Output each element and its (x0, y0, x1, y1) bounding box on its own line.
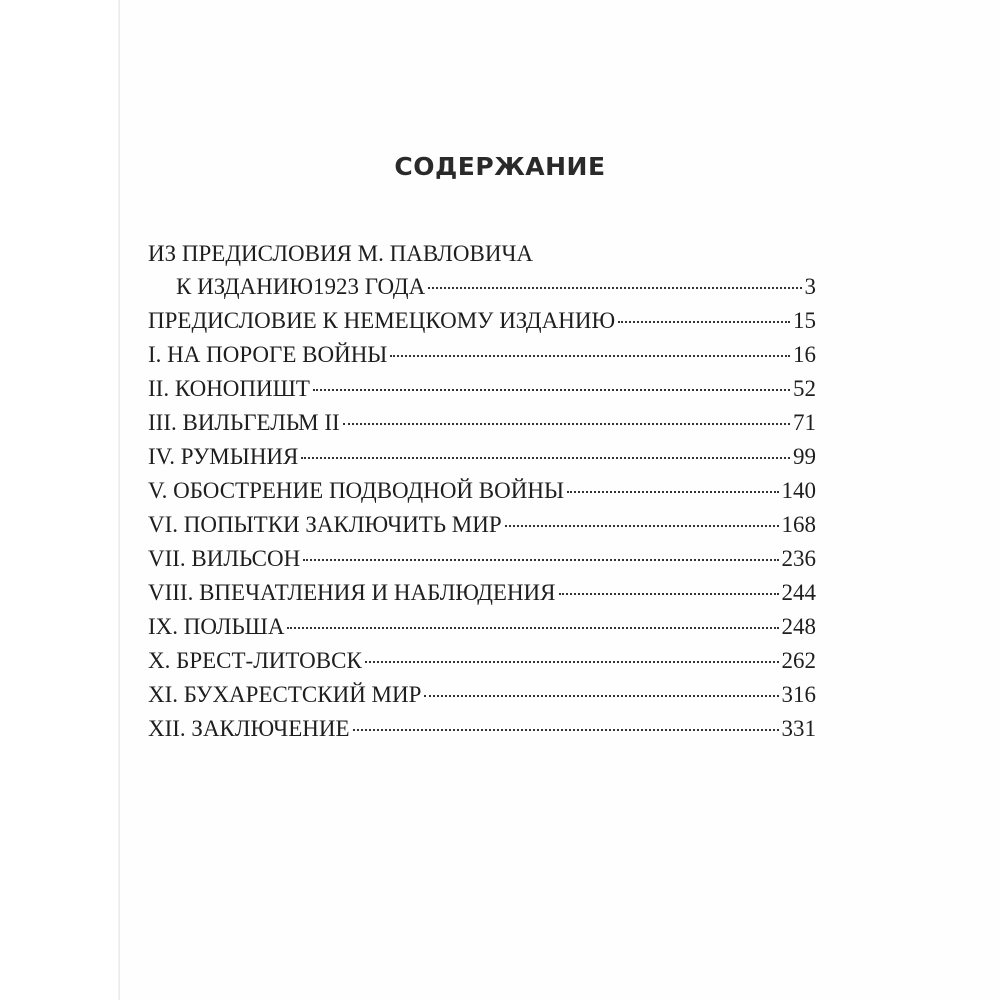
toc-entry (148, 542, 816, 576)
dot-leader (390, 355, 790, 357)
toc-entry-label: VIII. ВПЕЧАТЛЕНИЯ И НАБЛЮДЕНИЯ (148, 580, 556, 605)
toc-entry (148, 338, 816, 372)
table-of-contents (148, 238, 816, 746)
page-number: 262 (781, 648, 816, 673)
toc-entry-label: VI. ПОПЫТКИ ЗАКЛЮЧИТЬ МИР (148, 512, 502, 537)
dot-leader (428, 287, 801, 289)
page-number: 331 (781, 716, 816, 741)
toc-entry (148, 406, 816, 440)
toc-entry (148, 712, 816, 746)
page-number: 244 (781, 580, 816, 605)
toc-entry-preface-pavlovich (148, 238, 816, 304)
toc-entry (148, 610, 816, 644)
toc-entry (148, 508, 816, 542)
toc-entry-label: IX. ПОЛЬША (148, 614, 285, 639)
page-number: 168 (781, 512, 816, 537)
toc-entry (148, 678, 816, 712)
page-number: 3 (804, 274, 816, 299)
toc-entry-line2: К ИЗДАНИЮ1923 ГОДА (176, 274, 426, 299)
dot-leader (287, 627, 778, 629)
toc-entry-line1: ИЗ ПРЕДИСЛОВИЯ М. ПАВЛОВИЧА (148, 241, 534, 266)
toc-entry-label: XII. ЗАКЛЮЧЕНИЕ (148, 716, 350, 741)
page-number: 316 (781, 682, 816, 707)
toc-entry (148, 304, 816, 338)
dot-leader (424, 695, 778, 697)
page-title: СОДЕРЖАНИЕ (394, 152, 606, 181)
toc-entry-label: X. БРЕСТ-ЛИТОВСК (148, 648, 362, 673)
toc-entry-label: II. КОНОПИШТ (148, 376, 310, 401)
toc-entry-label: V. ОБОСТРЕНИЕ ПОДВОДНОЙ ВОЙНЫ (148, 478, 565, 503)
toc-entry-label: VII. ВИЛЬСОН (148, 546, 301, 571)
toc-entry-label: ПРЕДИСЛОВИЕ К НЕМЕЦКОМУ ИЗДАНИЮ (148, 308, 616, 333)
toc-entry-label: XI. БУХАРЕСТСКИЙ МИР (148, 682, 422, 707)
page-number: 52 (793, 376, 816, 401)
toc-entry (148, 440, 816, 474)
toc-entry-label: III. ВИЛЬГЕЛЬМ II (148, 410, 340, 435)
dot-leader (313, 389, 790, 391)
dot-leader (301, 457, 790, 459)
dot-leader (559, 593, 779, 595)
toc-entry-label: IV. РУМЫНИЯ (148, 444, 299, 469)
dot-leader (303, 559, 778, 561)
dot-leader (365, 661, 779, 663)
dot-leader (618, 321, 790, 323)
toc-entry-label: I. НА ПОРОГЕ ВОЙНЫ (148, 342, 388, 367)
page-number: 99 (793, 444, 816, 469)
toc-entry (148, 576, 816, 610)
page-number: 15 (793, 308, 816, 333)
toc-entry (148, 474, 816, 508)
toc-entry (148, 644, 816, 678)
page-number: 248 (781, 614, 816, 639)
page-number: 71 (793, 410, 816, 435)
dot-leader (567, 491, 778, 493)
dot-leader (343, 423, 790, 425)
page-number: 236 (781, 546, 816, 571)
dot-leader (505, 525, 779, 527)
toc-entry (148, 372, 816, 406)
dot-leader (353, 729, 779, 731)
page-number: 16 (793, 342, 816, 367)
page-number: 140 (781, 478, 816, 503)
